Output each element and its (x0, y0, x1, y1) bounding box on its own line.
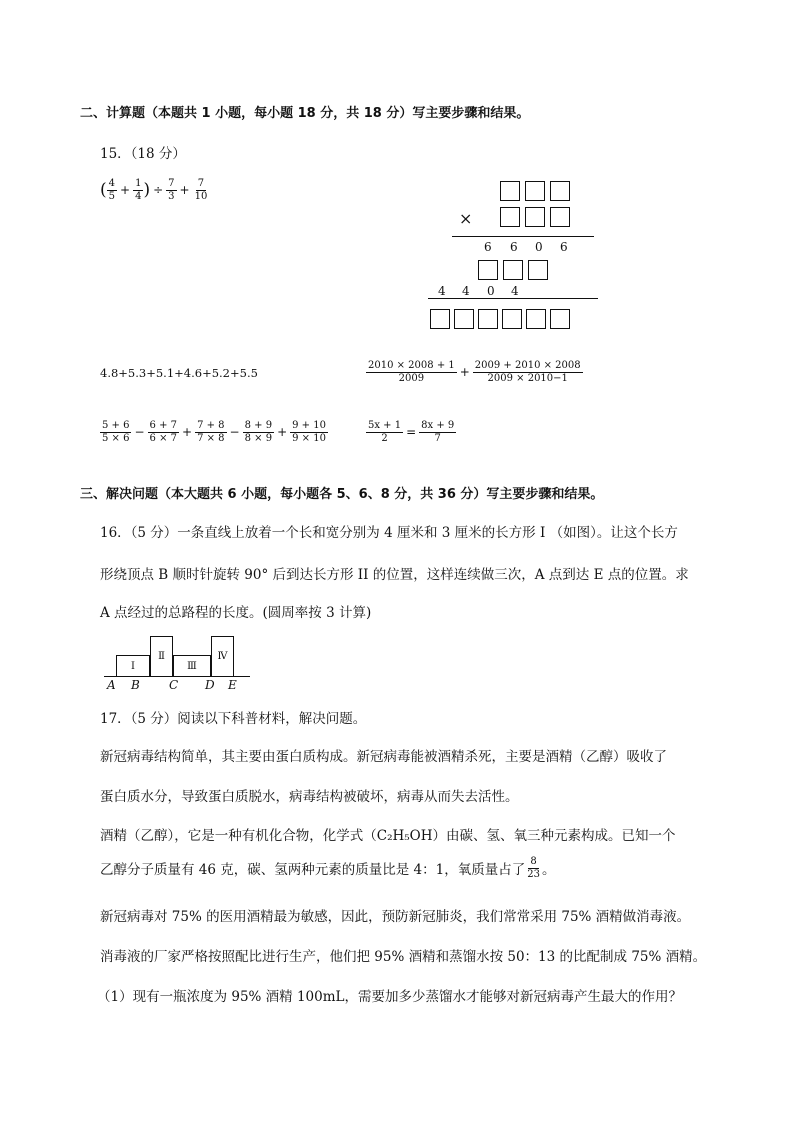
fraction: $\frac{5x + 1}{2}$ (368, 420, 402, 444)
point-label: B (131, 678, 140, 692)
digit: 0 (487, 284, 495, 298)
blank-box[interactable] (550, 309, 570, 329)
question-16-line-1: 16．（5 分）一条直线上放着一个长和宽分别为 4 厘米和 3 厘米的长方形 I （如图）。让这个长方 (100, 525, 678, 541)
fraction: $\frac{7 + 8}{7 \times 8}$ (197, 420, 225, 444)
digit: 4 (511, 284, 519, 298)
digit: 4 (438, 284, 446, 298)
rule-line (452, 236, 594, 237)
fraction: $\frac{2009 + 2010 \times 2008}{2009 \times 2010-1}$ (474, 360, 581, 384)
expression-5: $\frac{5x + 1}{2}$ = $\frac{8x + 9}{7}$ (368, 420, 455, 444)
fraction: $\frac{7}{3}$ (168, 178, 175, 202)
blank-box[interactable] (500, 181, 520, 201)
section-3-heading: 三、解决问题（本大题共 6 小题，每小题各 5、6、8 分，共 36 分）写主要步骤和结果。 (80, 487, 604, 502)
blank-box[interactable] (500, 207, 520, 227)
fraction: $\frac{9 + 10}{9 \times 10}$ (292, 420, 326, 444)
point-label: D (205, 678, 215, 692)
question-16-line-2: 形绕顶点 B 顺时针旋转 90° 后到达长方形 II 的位置，这样连续做三次，A 点到达 E 点的位置。求 (100, 567, 689, 583)
question-15-label: 15．（18 分） (100, 146, 186, 162)
fraction: $\frac{6 + 7}{6 \times 7}$ (149, 420, 177, 444)
blank-box[interactable] (454, 309, 474, 329)
digit: 6 (560, 240, 568, 254)
expression-2: 4.8+5.3+5.1+4.6+5.2+5.5 (100, 366, 258, 380)
digit: 0 (535, 240, 543, 254)
question-17-line-1: 17．（5 分）阅读以下科普材料，解决问题。 (100, 711, 367, 727)
rectangle-1: Ⅰ (116, 655, 150, 677)
rectangle-4: Ⅳ (211, 636, 234, 677)
question-17-paragraph-3: 新冠病毒对 75% 的医用酒精最为敏感，因此，预防新冠肺炎，我们常常采用 75% 酒精做消毒液。 (100, 909, 691, 925)
expression-3: $\frac{2010 \times 2008 + 1}{2009}$ + $\frac{2009 + 2010 \times 2008}{2009 \times 2010-1}$ (368, 360, 581, 384)
fraction: $\frac{8}{23}$ (527, 856, 540, 880)
rule-line (428, 298, 598, 299)
blank-box[interactable] (525, 181, 545, 201)
blank-box[interactable] (528, 260, 548, 280)
digit: 4 (462, 284, 470, 298)
blank-box[interactable] (550, 181, 570, 201)
fraction: $\frac{4}{5}$ (108, 178, 116, 202)
blank-box[interactable] (478, 260, 498, 280)
fraction: $\frac{7}{10}$ (194, 178, 208, 202)
section-2-heading: 二、计算题（本题共 1 小题，每小题 18 分，共 18 分）写主要步骤和结果。 (80, 106, 530, 121)
fraction: $\frac{5 + 6}{5 \times 6}$ (102, 420, 130, 444)
blank-box[interactable] (478, 309, 498, 329)
expression-1: ( $\frac{4}{5}$ + $\frac{1}{4}$ ) ÷ $\frac{7}{3}$ + $\frac{7}{10}$ (100, 178, 208, 202)
blank-box[interactable] (430, 309, 450, 329)
question-17-paragraph-1a: 新冠病毒结构简单，其主要由蛋白质构成。新冠病毒能被酒精杀死，主要是酒精（乙醇）吸收了 (100, 749, 667, 765)
fraction: $\frac{8 + 9}{8 \times 9}$ (244, 420, 273, 444)
question-17-sub-1: （1）现有一瓶浓度为 95% 酒精 100mL，需要加多少蒸馏水才能够对新冠病毒产生最大的作用？ (97, 989, 683, 1005)
point-label: C (169, 678, 179, 692)
digit: 6 (484, 240, 492, 254)
question-17-paragraph-2a: 酒精（乙醇），它是一种有机化合物，化学式（C₂H₅OH）由碳、氢、氧三种元素构成。已知一个 (100, 828, 676, 844)
rectangle-3: Ⅲ (173, 655, 211, 677)
fraction: $\frac{8x + 9}{7}$ (421, 420, 455, 444)
blank-box[interactable] (503, 260, 523, 280)
question-17-paragraph-4: 消毒液的厂家严格按照配比进行生产，他们把 95% 酒精和蒸馏水按 50：13 的比配制成 75% 酒精。 (100, 949, 707, 965)
digit: 6 (510, 240, 518, 254)
question-17-paragraph-1b: 蛋白质水分，导致蛋白质脱水，病毒结构被破坏，病毒从而失去活性。 (100, 789, 519, 805)
blank-box[interactable] (502, 309, 522, 329)
question-17-paragraph-2b: 乙醇分子质量有 46 克，碳、氢两种元素的质量比是 4：1，氧质量占了 $\frac{8}{23}$ 。 (100, 856, 556, 880)
point-label: A (107, 678, 116, 692)
expression-4: $\frac{5 + 6}{5 \times 6}$ − $\frac{6 + 7}{6 \times 7}$ + $\frac{7 + 8}{7 \times 8}$ − $\frac{8 + 9}{8 \times 9}$ + $\frac{9 + 10}{9 \times 10}$ (102, 420, 326, 444)
question-16-line-3: A 点经过的总路程的长度。(圆周率按 3 计算) (100, 605, 372, 621)
blank-box[interactable] (550, 207, 570, 227)
fraction: $\frac{1}{4}$ (135, 178, 142, 202)
rectangle-2: Ⅱ (150, 636, 173, 677)
point-label: E (228, 678, 237, 692)
blank-box[interactable] (526, 309, 546, 329)
times-sign: × (459, 209, 473, 228)
blank-box[interactable] (525, 207, 545, 227)
fraction: $\frac{2010 \times 2008 + 1}{2009}$ (368, 360, 455, 384)
